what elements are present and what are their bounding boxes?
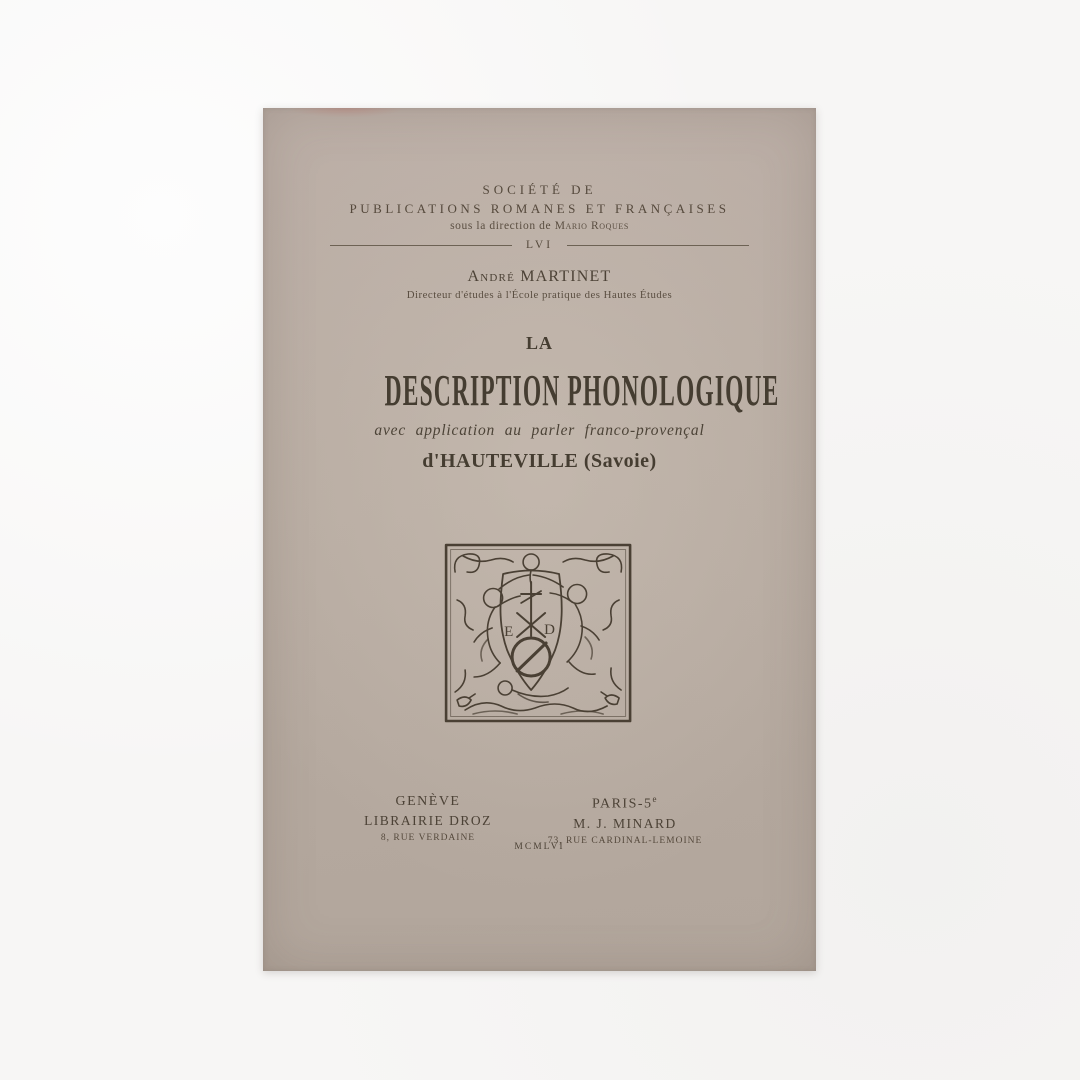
title-subtitle: avec application au parler franco-provençal	[374, 422, 705, 439]
imprint-geneva-address: 8, RUE VERDAINE	[380, 833, 476, 843]
title-article: LA	[525, 333, 553, 353]
publication-year: MCMLVI	[514, 842, 565, 852]
imprint-paris-publisher: M. J. MINARD	[573, 815, 677, 831]
author-affiliation: Directeur d'études à l'École pratique des Hautes Études	[406, 289, 673, 301]
imprint-paris-city: PARIS-5e	[591, 794, 659, 812]
author-last-name: MARTINET	[520, 268, 612, 285]
series-name-line2: PUBLICATIONS ROMANES ET FRANÇAISES	[349, 201, 730, 216]
author-first-name: André	[467, 268, 515, 285]
rule-right	[567, 245, 749, 246]
imprint-paris	[515, 794, 735, 846]
imprint-paris-address: 73, RUE CARDINAL-LEMOINE	[547, 835, 703, 846]
series-volume-row	[263, 239, 816, 251]
series-volume-number: LVI	[525, 239, 554, 251]
imprint-paris-arrondissement-sup: e	[652, 794, 659, 804]
series-director-name: Mario Roques	[554, 220, 629, 232]
emblem-monogram-e: E	[503, 624, 513, 640]
book-cover	[263, 108, 816, 971]
series-direction	[263, 220, 816, 232]
title-place: d'HAUTEVILLE (Savoie)	[422, 450, 657, 472]
book-title: DESCRIPTION PHONOLOGIQUE	[384, 367, 780, 416]
printer-device-emblem-icon	[443, 542, 633, 724]
series-name-line1: SOCIÉTÉ DE	[482, 182, 597, 197]
imprint-geneva-publisher: LIBRAIRIE DROZ	[364, 813, 492, 828]
rule-left	[330, 245, 512, 246]
series-direction-prefix: sous la direction de	[450, 220, 552, 232]
emblem-monogram-d: D	[543, 622, 555, 638]
imprint-geneva-city: GENÈVE	[395, 794, 461, 809]
imprint-geneva	[318, 794, 538, 843]
author-name	[263, 268, 816, 286]
